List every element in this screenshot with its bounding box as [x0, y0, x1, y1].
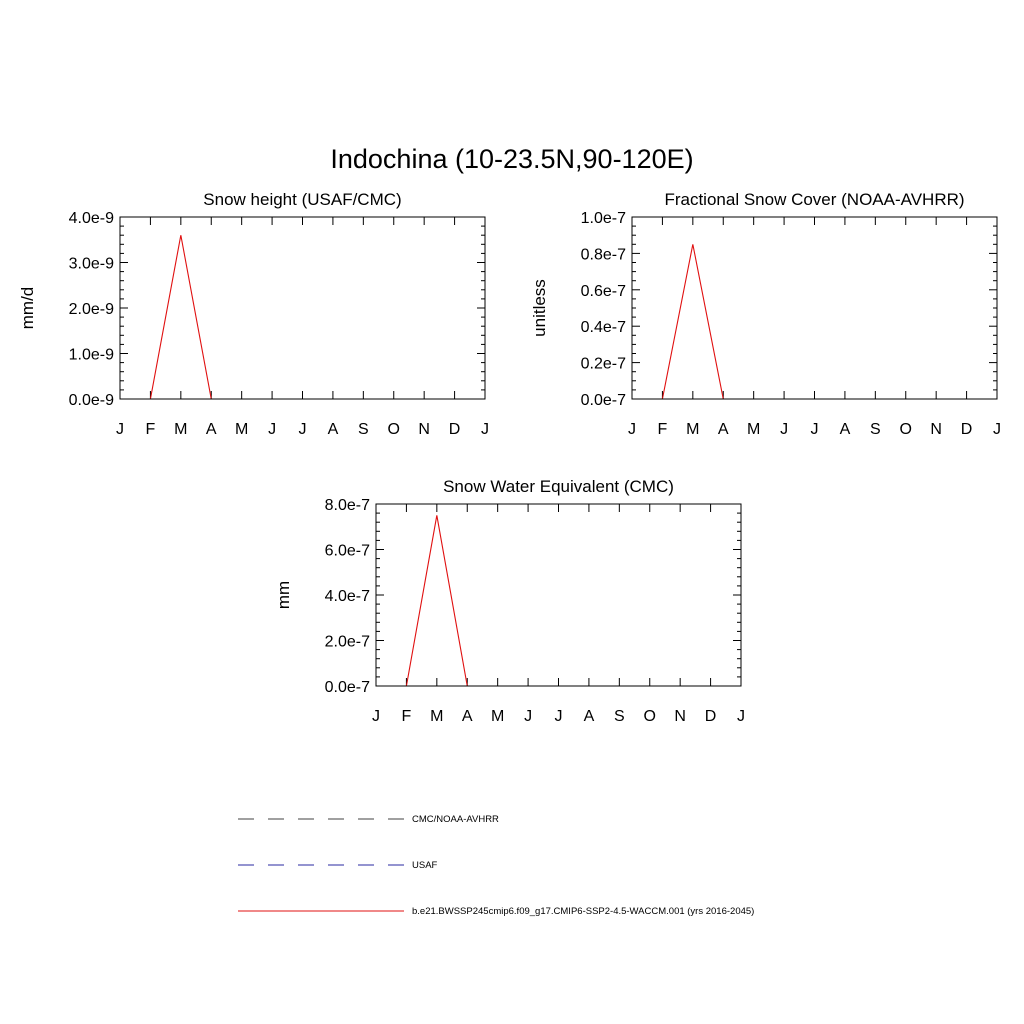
y-tick-label: 1.0e-7: [580, 210, 626, 227]
legend-label: USAF: [412, 860, 438, 871]
x-tick-label: S: [869, 421, 881, 438]
y-tick-label: 2.0e-7: [324, 633, 370, 651]
x-tick-label: M: [235, 421, 249, 438]
y-tick-label: 1.0e-9: [68, 346, 114, 364]
model-series-line: [632, 244, 997, 399]
x-tick-label: J: [524, 708, 533, 725]
x-tick-label: A: [717, 421, 729, 438]
x-tick-label: O: [899, 421, 912, 438]
x-tick-label: J: [116, 421, 124, 438]
panel-fractional-snow-cover: [530, 190, 1001, 438]
x-tick-label: J: [737, 708, 745, 725]
x-tick-label: F: [145, 421, 156, 438]
x-tick-label: M: [491, 708, 505, 725]
x-tick-label: F: [657, 421, 668, 438]
x-tick-label: J: [372, 708, 380, 725]
panel-title: Snow Water Equivalent (CMC): [443, 477, 674, 496]
x-tick-label: F: [401, 708, 412, 725]
x-tick-label: D: [704, 708, 717, 725]
x-tick-label: D: [960, 421, 973, 438]
model-series-line: [120, 235, 485, 399]
figure-title: Indochina (10-23.5N,90-120E): [330, 144, 694, 174]
y-tick-label: 2.0e-9: [68, 301, 114, 318]
x-tick-label: N: [418, 421, 430, 438]
y-tick-label: 6.0e-7: [324, 542, 370, 560]
y-axis-label: mm: [274, 580, 293, 610]
model-series-line: [376, 515, 741, 686]
x-tick-label: J: [810, 421, 819, 438]
x-tick-label: J: [554, 708, 563, 725]
plot-frame: [376, 504, 741, 686]
x-tick-label: O: [387, 421, 400, 438]
y-tick-label: 0.0e-7: [324, 679, 370, 696]
y-tick-label: 8.0e-7: [324, 497, 370, 514]
x-tick-label: J: [298, 421, 307, 438]
panel-snow-water-equivalent: [274, 477, 745, 725]
panel-snow-height: [18, 190, 489, 438]
x-tick-label: M: [686, 421, 700, 438]
panel-title: Snow height (USAF/CMC): [203, 190, 402, 209]
x-tick-label: M: [430, 708, 444, 725]
x-tick-label: N: [930, 421, 942, 438]
y-axis-label: mm/d: [18, 286, 37, 330]
panel-title: Fractional Snow Cover (NOAA-AVHRR): [664, 190, 965, 209]
x-tick-label: J: [268, 421, 277, 438]
x-tick-label: N: [674, 708, 686, 725]
plot-frame: [120, 217, 485, 399]
y-tick-label: 4.0e-9: [68, 210, 114, 227]
y-axis-label: unitless: [530, 279, 549, 337]
plot-frame: [632, 217, 997, 399]
y-tick-label: 0.2e-7: [580, 355, 626, 373]
x-tick-label: S: [357, 421, 369, 438]
x-tick-label: A: [839, 421, 851, 438]
legend: [238, 814, 754, 917]
x-tick-label: J: [780, 421, 789, 438]
y-tick-label: 0.0e-7: [580, 392, 626, 409]
x-tick-label: M: [174, 421, 188, 438]
x-tick-label: J: [628, 421, 636, 438]
x-tick-label: A: [583, 708, 595, 725]
y-tick-label: 0.8e-7: [580, 246, 626, 264]
x-tick-label: S: [613, 708, 625, 725]
x-tick-label: A: [461, 708, 473, 725]
x-tick-label: A: [327, 421, 339, 438]
x-tick-label: J: [481, 421, 489, 438]
y-tick-label: 4.0e-7: [324, 588, 370, 605]
y-tick-label: 0.0e-9: [68, 392, 114, 409]
y-tick-label: 0.6e-7: [580, 282, 626, 300]
x-tick-label: M: [747, 421, 761, 438]
legend-label: CMC/NOAA-AVHRR: [412, 814, 499, 825]
x-tick-label: A: [205, 421, 217, 438]
x-tick-label: D: [448, 421, 461, 438]
x-tick-label: J: [993, 421, 1001, 438]
y-tick-label: 0.4e-7: [580, 319, 626, 337]
x-tick-label: O: [643, 708, 656, 725]
legend-label: b.e21.BWSSP245cmip6.f09_g17.CMIP6-SSP2-4.5-WACCM.001 (yrs 2016-2045): [412, 906, 755, 917]
y-tick-label: 3.0e-9: [68, 255, 114, 273]
